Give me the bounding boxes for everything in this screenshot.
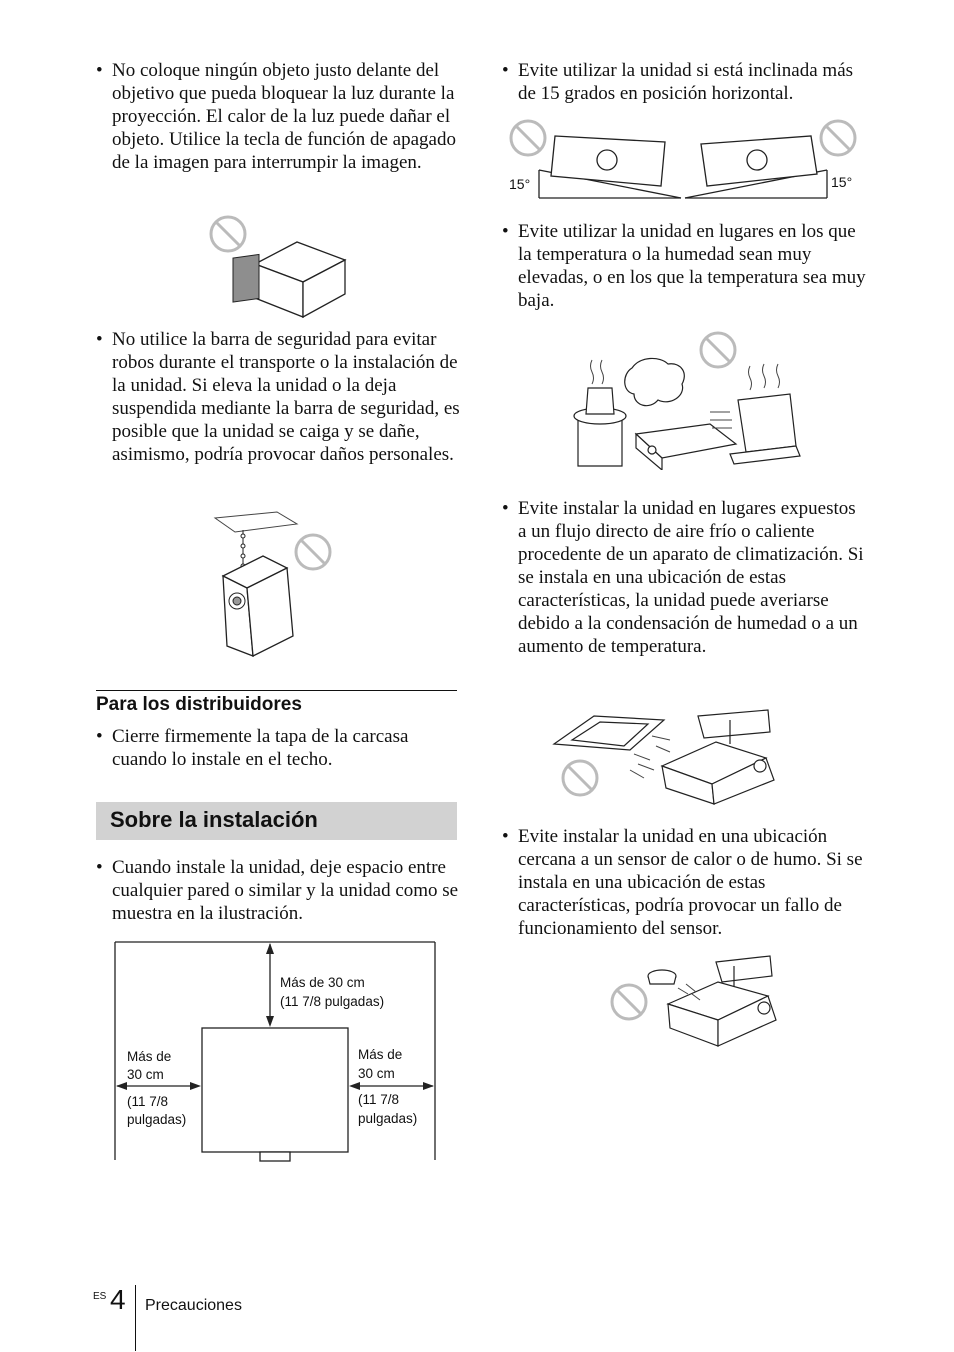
right-clearance-line1: Más de — [358, 1047, 403, 1062]
bullet-clearance: • Cuando instale la unidad, deje espacio entre cualquier pared o similar y la unidad como se muestra en la ilustración. — [96, 856, 460, 925]
bullet-smoke-sensor: • Evite instalar la unidad en una ubicación cercana a un sensor de calor o de humo. Si se instala en una ubicación de estas características, podría provocar un fallo de funcionamiento del sensor. — [502, 825, 866, 940]
left-clearance-line3: (11 7/8 — [127, 1094, 169, 1109]
prohibited-icon — [701, 333, 735, 367]
footer-section-title: Precauciones — [145, 1297, 242, 1314]
section-heading-instalacion: Sobre la instalación — [96, 802, 457, 840]
left-clearance-line1: Más de — [127, 1049, 172, 1064]
prohibited-icon — [821, 121, 855, 155]
airflow-illustration — [552, 706, 784, 810]
prohibited-icon — [296, 535, 330, 569]
bullet-distribuidores: • Cierre firmemente la tapa de la carcasa cuando lo instale en el techo. — [96, 725, 460, 771]
left-clearance-line2: 30 cm — [127, 1067, 164, 1082]
clearance-diagram — [110, 936, 440, 1166]
tilt-illustration — [505, 114, 861, 204]
bullet-security-bar: • No utilice la barra de seguridad para evitar robos durante el transporte o la instalación de la unidad. Si eleva la unidad o la deja suspendida mediante la barra de seguridad, es posible que la unidad se caiga y se dañe, asimismo, podría provocar daños personales. — [96, 328, 460, 466]
prohibited-icon — [563, 761, 597, 795]
right-clearance-line3: (11 7/8 — [358, 1092, 400, 1107]
prohibited-icon — [211, 217, 245, 251]
footer-divider — [135, 1285, 136, 1351]
section-heading-distribuidores: Para los distribuidores — [96, 690, 457, 716]
lens-block-illustration — [205, 212, 355, 324]
temperature-illustration — [570, 326, 806, 470]
prohibited-icon — [612, 985, 646, 1019]
top-clearance-line1: Más de 30 cm — [280, 975, 365, 990]
bullet-tilt: • Evite utilizar la unidad si está inclinada más de 15 grados en posición horizontal. — [502, 59, 866, 105]
footer-language-code: ES — [93, 1291, 107, 1302]
top-clearance-line2: (11 7/8 pulgadas) — [280, 994, 385, 1009]
security-bar-illustration — [205, 506, 345, 664]
projector-outline — [202, 1028, 348, 1152]
bullet-temperature: • Evite utilizar la unidad en lugares en los que la temperatura o la humedad sean muy elevadas, o en los que la temperatura sea muy baja. — [502, 220, 866, 312]
bullet-lens-block: • No coloque ningún objeto justo delante del objetivo que pueda bloquear la luz durante la proyección. El calor de la luz puede dañar el objeto. Utilice la tecla de función de apagado de la imagen para interrumpir la imagen. — [96, 59, 460, 174]
left-clearance-line4: pulgadas) — [127, 1112, 187, 1127]
tilt-left-label: 15° — [509, 176, 531, 192]
projector-lens — [260, 1152, 290, 1161]
prohibited-icon — [511, 121, 545, 155]
tilt-right-label: 15° — [831, 174, 853, 190]
right-clearance-line4: pulgadas) — [358, 1111, 418, 1126]
footer-page-number: 4 — [110, 1284, 126, 1315]
bullet-airflow: • Evite instalar la unidad en lugares expuestos a un flujo directo de aire frío o caliente procedente de un aparato de climatización. Si se instala en una ubicación de estas características, la unidad puede averiarse debido a la condensación de humedad o a un aumento de temperatura. — [502, 497, 866, 658]
right-clearance-line2: 30 cm — [358, 1066, 395, 1081]
smoke-sensor-illustration — [606, 954, 782, 1052]
